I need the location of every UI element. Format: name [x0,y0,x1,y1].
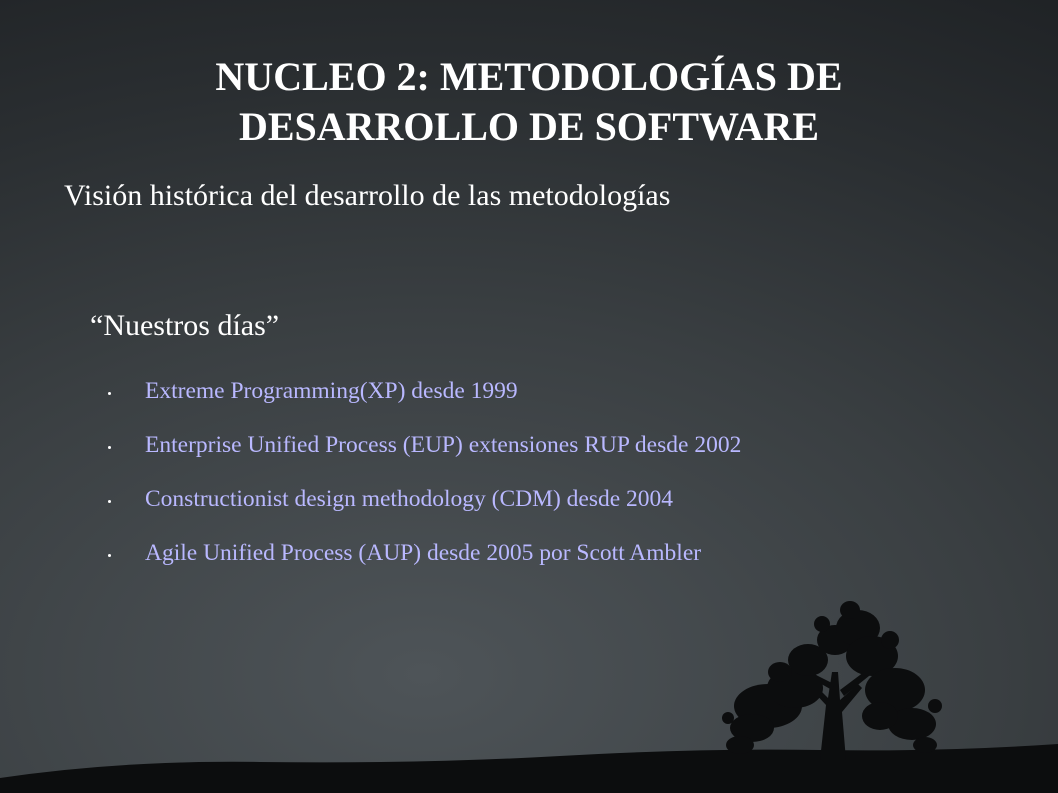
bullet-text: Constructionist design methodology (CDM) desde 2004 [145,486,674,512]
bullet-icon [108,392,111,395]
slide-title-line-1: NUCLEO 2: METODOLOGÍAS DE [215,54,843,99]
hill-silhouette [0,744,1058,793]
bullet-text: Enterprise Unified Process (EUP) extensiones RUP desde 2002 [145,432,742,458]
section-quote: “Nuestros días” [90,309,280,342]
slide-title-line-2: DESARROLLO DE SOFTWARE [238,104,820,149]
tree-silhouette-icon [722,601,942,760]
bullet-icon [108,500,111,503]
bullet-text: Extreme Programming(XP) desde 1999 [145,378,518,404]
bullet-icon [108,554,111,557]
slide-title [0,52,1058,152]
slide-subtitle: Visión histórica del desarrollo de las metodologías [64,179,671,212]
bullet-text: Agile Unified Process (AUP) desde 2005 por Scott Ambler [145,540,702,566]
bullet-icon [108,446,111,449]
